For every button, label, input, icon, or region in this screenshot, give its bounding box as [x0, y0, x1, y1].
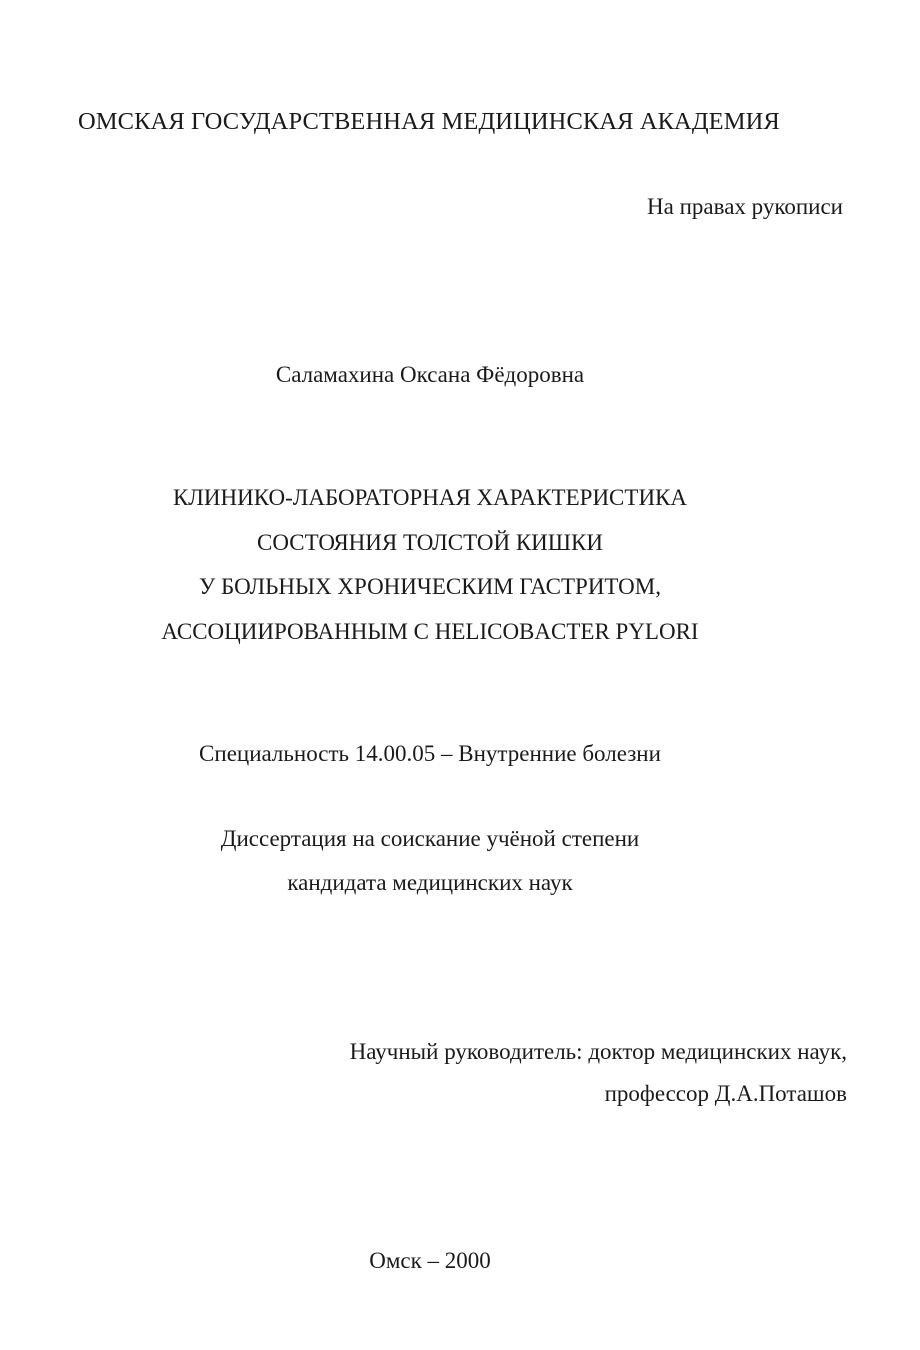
- scientific-supervisor: [350, 1040, 847, 1124]
- author-name: Саламахина Оксана Фёдоровна: [275, 362, 585, 387]
- title-line: СОСТОЯНИЯ ТОЛСТОЙ КИШКИ: [257, 529, 603, 555]
- degree-statement: [0, 827, 860, 915]
- specialty-line: Специальность 14.00.05 – Внутренние болезни: [199, 741, 661, 766]
- title-line: КЛИНИКО-ЛАБОРАТОРНАЯ ХАРАКТЕРИСТИКА: [172, 485, 688, 510]
- supervisor-line: профессор Д.А.Поташов: [604, 1081, 847, 1106]
- dissertation-title: [0, 486, 860, 664]
- institution-name: ОМСКАЯ ГОСУДАРСТВЕННАЯ МЕДИЦИНСКАЯ АКАДЕМИЯ: [78, 108, 780, 135]
- supervisor-line: Научный руководитель: доктор медицинских наук,: [349, 1039, 847, 1064]
- place-and-year: Омск – 2000: [369, 1248, 491, 1273]
- degree-line: Диссертация на соискание учёной степени: [220, 826, 640, 851]
- manuscript-rights-note: На правах рукописи: [647, 194, 843, 219]
- title-line: АССОЦИИРОВАННЫМ С HELICOBACTER PYLORI: [161, 618, 699, 644]
- title-line: У БОЛЬНЫХ ХРОНИЧЕСКИМ ГАСТРИТОМ,: [199, 574, 661, 599]
- degree-line: кандидата медицинских наук: [287, 870, 573, 895]
